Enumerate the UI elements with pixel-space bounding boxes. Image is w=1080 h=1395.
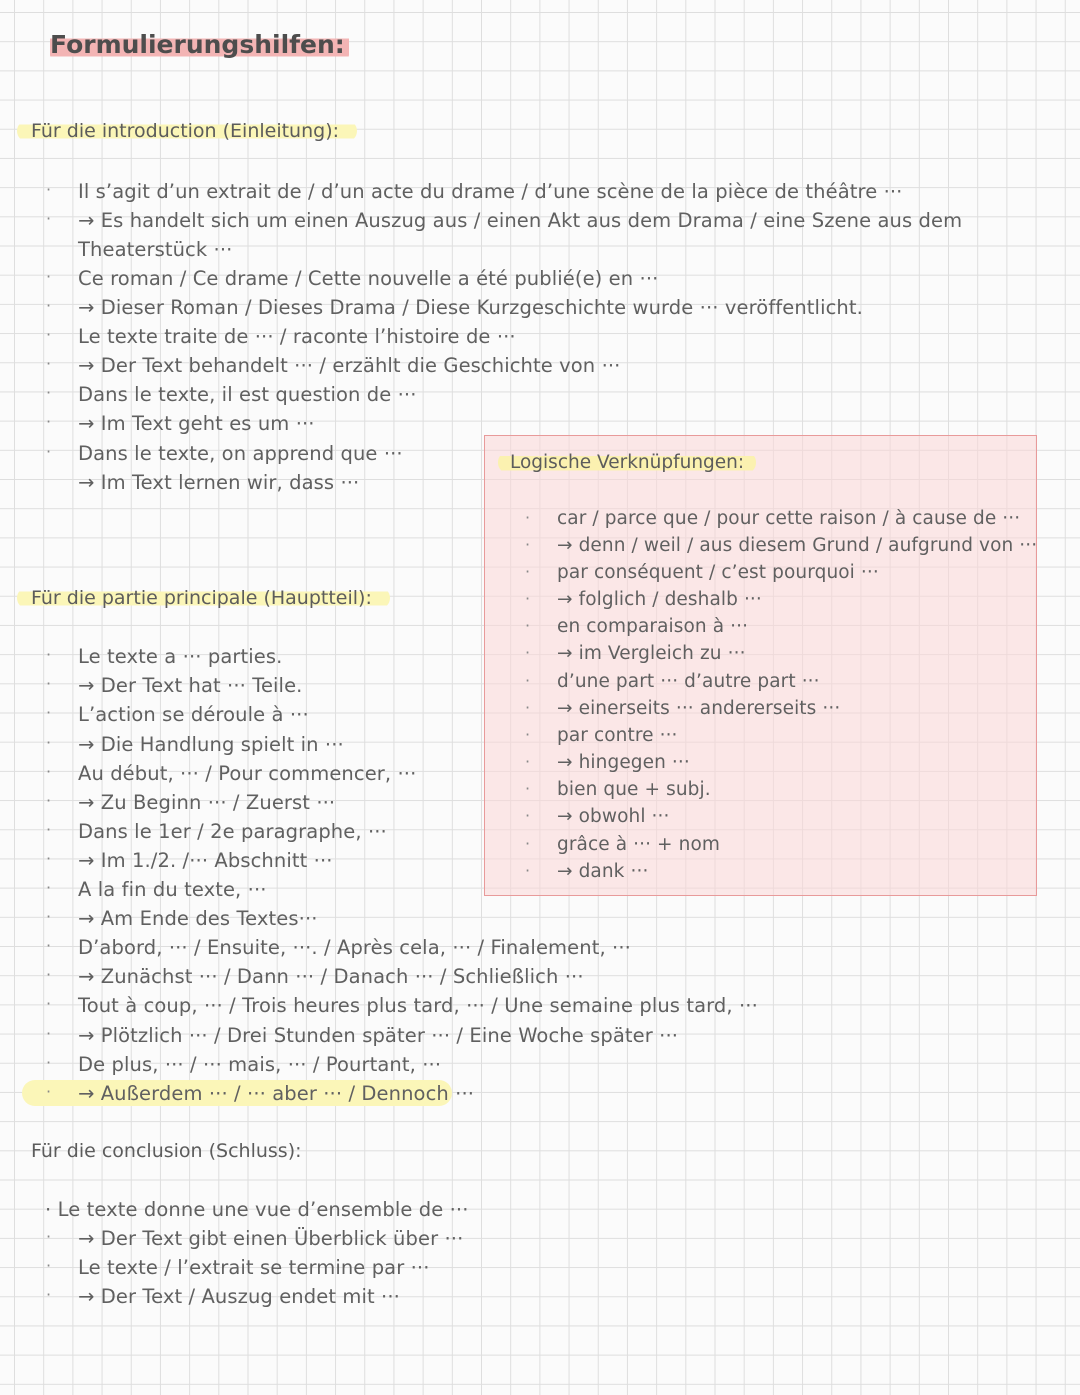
list-item: · Dans le texte, il est question de ···	[46, 383, 417, 406]
list-item: · Le texte / l’extrait se termine par ···	[46, 1256, 430, 1279]
bullet-icon: ·	[525, 589, 531, 608]
bullet-icon: ·	[46, 1024, 52, 1043]
list-item: → Im Text lernen wir, dass ···	[78, 471, 360, 494]
list-item: · Dans le 1er / 2e paragraphe, ···	[46, 820, 387, 843]
list-item: · Ce roman / Ce drame / Cette nouvelle a été publié(e) en ···	[46, 267, 659, 290]
logische-verknuepfungen-heading: Logische Verknüpfungen:	[498, 452, 756, 473]
bullet-icon: ·	[46, 907, 52, 926]
list-item: · Dans le texte, on apprend que ···	[46, 442, 403, 465]
list-item: · Il s’agit d’un extrait de / d’un acte du drame / d’une scène de la pièce de théâtre ···	[46, 180, 903, 203]
list-item: · bien que + subj.	[525, 779, 711, 800]
list-item: · → Am Ende des Textes···	[46, 907, 318, 930]
bullet-icon: ·	[46, 965, 52, 984]
bullet-icon: ·	[46, 180, 52, 199]
bullet-icon: ·	[525, 725, 531, 744]
page-title: Formulierungshilfen:	[50, 30, 349, 59]
list-item: · → denn / weil / aus diesem Grund / aufgrund von ···	[525, 535, 1038, 556]
bullet-icon: ·	[46, 849, 52, 868]
list-item: · → Der Text hat ··· Teile.	[46, 674, 303, 697]
list-item: · → Dieser Roman / Dieses Drama / Diese Kurzgeschichte wurde ··· veröffentlicht.	[46, 296, 863, 319]
list-item: · Le texte a ··· parties.	[46, 645, 283, 668]
bullet-icon: ·	[46, 267, 52, 286]
list-item: · → dank ···	[525, 861, 649, 882]
bullet-icon: ·	[46, 791, 52, 810]
list-item: · L’action se déroule à ···	[46, 703, 309, 726]
bullet-icon: ·	[46, 703, 52, 722]
list-item: · → Es handelt sich um einen Auszug aus / einen Akt aus dem Drama / eine Szene aus dem	[46, 209, 963, 232]
bullet-icon: ·	[46, 762, 52, 781]
bullet-icon: ·	[46, 1256, 52, 1275]
list-item: · → Im 1./2. /··· Abschnitt ···	[46, 849, 333, 872]
list-item: · → folglich / deshalb ···	[525, 589, 762, 610]
bullet-icon: ·	[45, 1198, 52, 1221]
bullet-icon: ·	[46, 354, 52, 373]
bullet-icon: ·	[525, 643, 531, 662]
bullet-icon: ·	[46, 383, 52, 402]
bullet-icon: ·	[525, 698, 531, 717]
list-item: · par conséquent / c’est pourquoi ···	[525, 562, 879, 583]
list-item: · → obwohl ···	[525, 806, 670, 827]
list-item: · → Zu Beginn ··· / Zuerst ···	[46, 791, 336, 814]
list-item: · → Der Text gibt einen Überblick über ···	[46, 1227, 464, 1250]
list-item: · Au début, ··· / Pour commencer, ···	[46, 762, 417, 785]
bullet-icon: ·	[525, 535, 531, 554]
conclusion-heading: Für die conclusion (Schluss):	[31, 1140, 302, 1162]
bullet-icon: ·	[46, 878, 52, 897]
list-item: · → Der Text behandelt ··· / erzählt die Geschichte von ···	[46, 354, 621, 377]
bullet-icon: ·	[46, 820, 52, 839]
bullet-icon: ·	[46, 1285, 52, 1304]
bullet-icon: ·	[525, 834, 531, 853]
bullet-icon: ·	[46, 733, 52, 752]
bullet-icon: ·	[46, 1053, 52, 1072]
bullet-icon: ·	[46, 645, 52, 664]
bullet-icon: ·	[525, 779, 531, 798]
list-item: · → Die Handlung spielt in ···	[46, 733, 344, 756]
bullet-icon: ·	[46, 1227, 52, 1246]
list-item: · → Außerdem ··· / ··· aber ··· / Dennoch ···	[46, 1082, 475, 1105]
list-item: · en comparaison à ···	[525, 616, 749, 637]
bullet-icon: ·	[525, 562, 531, 581]
bullet-icon: ·	[46, 209, 52, 228]
bullet-icon: ·	[46, 412, 52, 431]
list-item: · → hingegen ···	[525, 752, 690, 773]
list-item: · d’une part ··· d’autre part ···	[525, 671, 820, 692]
list-item: · De plus, ··· / ··· mais, ··· / Pourtant, ···	[46, 1053, 442, 1076]
list-item: · → Im Text geht es um ···	[46, 412, 315, 435]
bullet-icon: ·	[46, 1082, 52, 1101]
list-item: · D’abord, ··· / Ensuite, ···. / Après cela, ··· / Finalement, ···	[46, 936, 631, 959]
partie-principale-heading: Für die partie principale (Hauptteil):	[17, 587, 390, 609]
bullet-icon: ·	[46, 325, 52, 344]
bullet-icon: ·	[46, 296, 52, 315]
list-item: · → Zunächst ··· / Dann ··· / Danach ··· / Schließlich ···	[46, 965, 584, 988]
bullet-icon: ·	[525, 616, 531, 635]
bullet-icon: ·	[525, 508, 531, 527]
bullet-icon: ·	[525, 806, 531, 825]
list-item: · A la fin du texte, ···	[46, 878, 267, 901]
list-item: · → einerseits ··· andererseits ···	[525, 698, 841, 719]
list-item: · par contre ···	[525, 725, 678, 746]
bullet-icon: ·	[525, 752, 531, 771]
introduction-heading: Für die introduction (Einleitung):	[17, 120, 357, 142]
list-item: · → im Vergleich zu ···	[525, 643, 746, 664]
bullet-icon: ·	[46, 442, 52, 461]
list-item: Theaterstück ···	[78, 238, 233, 261]
list-item: · car / parce que / pour cette raison / à cause de ···	[525, 508, 1021, 529]
list-item: · Tout à coup, ··· / Trois heures plus tard, ··· / Une semaine plus tard, ···	[46, 994, 758, 1017]
list-item: · → Plötzlich ··· / Drei Stunden später ··· / Eine Woche später ···	[46, 1024, 679, 1047]
bullet-icon: ·	[525, 671, 531, 690]
list-item: · Le texte donne une vue d’ensemble de ···	[45, 1198, 469, 1221]
bullet-icon: ·	[46, 674, 52, 693]
bullet-icon: ·	[525, 861, 531, 880]
list-item: · grâce à ··· + nom	[525, 834, 721, 855]
bullet-icon: ·	[46, 936, 52, 955]
bullet-icon: ·	[46, 994, 52, 1013]
list-item: · → Der Text / Auszug endet mit ···	[46, 1285, 400, 1308]
list-item: · Le texte traite de ··· / raconte l’histoire de ···	[46, 325, 516, 348]
